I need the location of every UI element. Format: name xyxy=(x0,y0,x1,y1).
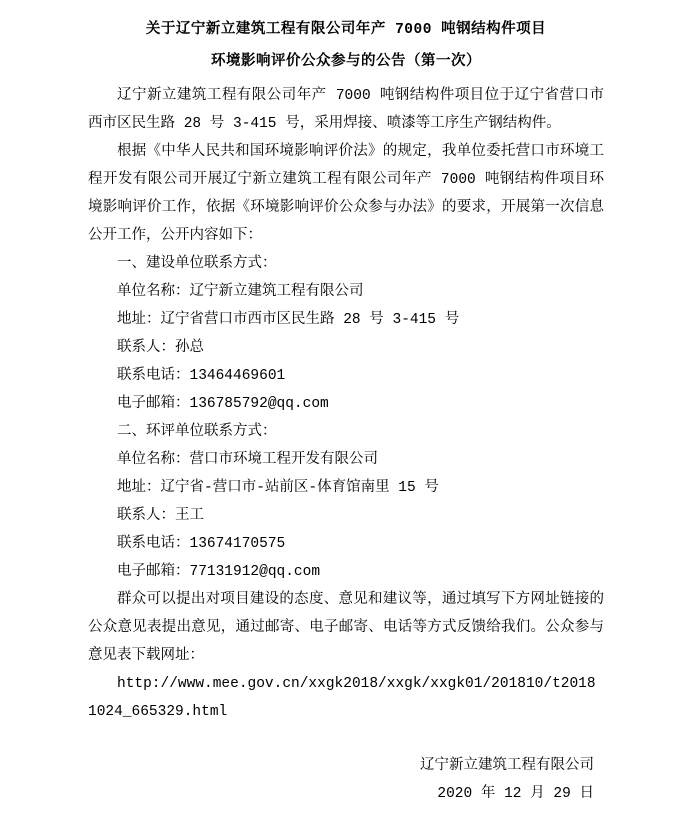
field-label: 单位名称： xyxy=(117,452,190,468)
document-title-line-1: 关于辽宁新立建筑工程有限公司年产 7000 吨钢结构件项目 xyxy=(145,22,547,38)
field-label: 地址： xyxy=(117,312,161,328)
field-value: 77131912@qq.com xyxy=(189,564,321,580)
field-label: 地址： xyxy=(117,480,161,496)
field-value: 辽宁省-营口市-站前区-体育馆南里 15 号 xyxy=(160,480,439,496)
contact-field-builder-company-name xyxy=(88,278,604,306)
field-label: 联系人： xyxy=(117,340,175,356)
field-value: 辽宁新立建筑工程有限公司 xyxy=(189,284,364,300)
field-label: 联系电话： xyxy=(117,536,190,552)
paragraph-legal-basis: 根据《中华人民共和国环境影响评价法》的规定，我单位委托营口市环境工程开发有限公司开展辽宁新立建筑工程有限公司年产 7000 吨钢结构件项目环境影响评价工作，依据《环境影响评价公众参与办法》的要求，开展第一次信息公开工作，公开内容如下： xyxy=(88,144,604,244)
contact-field-eia-company-name xyxy=(88,446,604,474)
signature-company: 辽宁新立建筑工程有限公司 xyxy=(420,758,594,774)
contact-field-eia-address xyxy=(88,474,604,502)
field-value: 13674170575 xyxy=(189,536,286,552)
contact-field-builder-phone xyxy=(88,362,604,390)
field-value: 辽宁省营口市西市区民生路 28 号 3-415 号 xyxy=(160,312,460,328)
download-url: http://www.mee.gov.cn/xxgk2018/xxgk/xxgk01/201810/t20181024_665329.html xyxy=(88,676,596,720)
field-label: 联系人： xyxy=(117,508,175,524)
document-title-line-2: 环境影响评价公众参与的公告（第一次） xyxy=(211,54,481,70)
paragraph-project-intro: 辽宁新立建筑工程有限公司年产 7000 吨钢结构件项目位于辽宁省营口市西市区民生路 28 号 3-415 号，采用焊接、喷漆等工序生产钢结构件。 xyxy=(88,88,604,132)
field-value: 136785792@qq.com xyxy=(189,396,329,412)
signature-block xyxy=(88,752,604,808)
field-label: 电子邮箱： xyxy=(117,396,190,412)
section-1-heading: 一、建设单位联系方式： xyxy=(117,256,277,272)
contact-field-eia-email xyxy=(88,558,604,586)
contact-field-eia-person xyxy=(88,502,604,530)
field-value: 孙总 xyxy=(175,340,204,356)
field-value: 13464469601 xyxy=(189,368,286,384)
field-label: 联系电话： xyxy=(117,368,190,384)
field-label: 单位名称： xyxy=(117,284,190,300)
paragraph-feedback: 群众可以提出对项目建设的态度、意见和建议等，通过填写下方网址链接的公众意见表提出意见，通过邮寄、电子邮寄、电话等方式反馈给我们。公众参与意见表下载网址： xyxy=(88,592,604,664)
contact-field-builder-email xyxy=(88,390,604,418)
field-value: 王工 xyxy=(175,508,204,524)
section-2-heading: 二、环评单位联系方式： xyxy=(117,424,277,440)
field-label: 电子邮箱： xyxy=(117,564,190,580)
contact-field-eia-phone xyxy=(88,530,604,558)
contact-field-builder-address xyxy=(88,306,604,334)
contact-field-builder-person xyxy=(88,334,604,362)
field-value: 营口市环境工程开发有限公司 xyxy=(189,452,378,468)
signature-date: 2020 年 12 月 29 日 xyxy=(437,786,594,802)
